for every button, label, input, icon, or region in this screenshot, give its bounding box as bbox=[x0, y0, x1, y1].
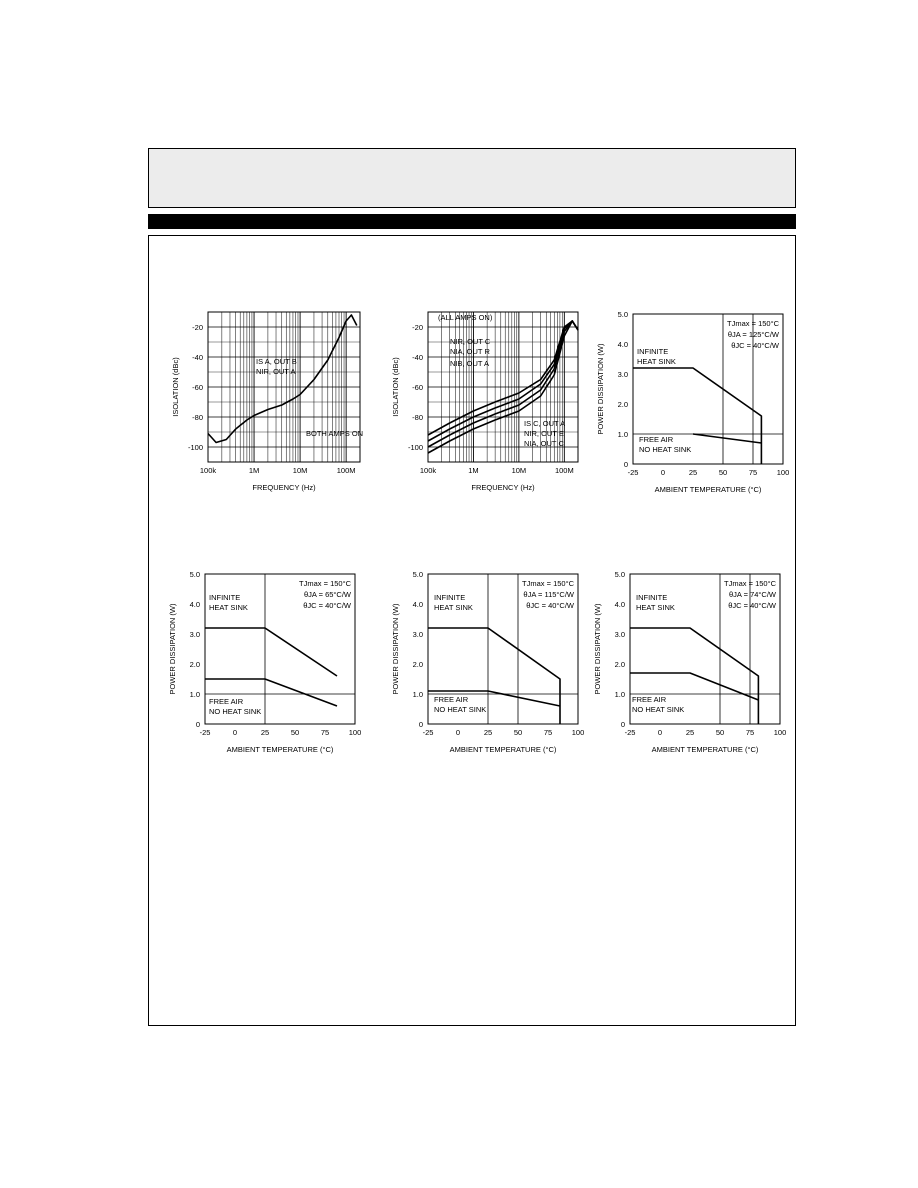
y-tick-label: 1.0 bbox=[614, 690, 625, 699]
x-tick-label: 50 bbox=[718, 468, 728, 477]
param-text: θJC = 40°C/W bbox=[303, 601, 351, 610]
x-tick-label: 100k bbox=[199, 466, 217, 475]
annotation-text: NO HEAT SINK bbox=[209, 707, 262, 716]
annotation-text: FREE AIR bbox=[209, 697, 244, 706]
param-text: TJmax = 150°C bbox=[724, 579, 776, 588]
annotation-text: IS A, OUT B bbox=[256, 357, 297, 366]
x-tick-label: 100k bbox=[419, 466, 437, 475]
annotation-text: (ALL AMPS ON) bbox=[438, 313, 493, 322]
x-tick-label: -25 bbox=[422, 728, 434, 737]
isolation-chart-2 bbox=[370, 300, 600, 510]
x-tick-label: 0 bbox=[657, 728, 663, 737]
x-axis-label: FREQUENCY (Hz) bbox=[252, 483, 316, 492]
y-tick-label: -100 bbox=[187, 443, 203, 452]
x-tick-label: 75 bbox=[543, 728, 553, 737]
series-line-1 bbox=[205, 628, 337, 676]
x-tick-label: 100 bbox=[571, 728, 585, 737]
y-tick-label: 0 bbox=[418, 720, 423, 729]
y-tick-label: 0 bbox=[195, 720, 200, 729]
x-tick-label: 75 bbox=[748, 468, 758, 477]
y-tick-label: -20 bbox=[412, 323, 423, 332]
param-text: θJC = 40°C/W bbox=[526, 601, 574, 610]
header-box bbox=[148, 148, 796, 208]
annotation-text: NO HEAT SINK bbox=[639, 445, 692, 454]
annotation-text: INFINITE bbox=[209, 593, 241, 602]
x-tick-label: 0 bbox=[660, 468, 666, 477]
y-tick-label: 4.0 bbox=[617, 340, 628, 349]
y-tick-label: -80 bbox=[412, 413, 423, 422]
annotation-text: NIR, OUT A bbox=[256, 367, 296, 376]
x-tick-label: 100 bbox=[348, 728, 362, 737]
power-dissipation-chart-1 bbox=[585, 300, 800, 510]
y-tick-label: 4.0 bbox=[412, 600, 423, 609]
x-tick-label: 75 bbox=[320, 728, 330, 737]
param-text: θJA = 115°C/W bbox=[523, 590, 574, 599]
y-tick-label: 2.0 bbox=[614, 660, 625, 669]
x-tick-label: 50 bbox=[290, 728, 300, 737]
y-tick-label: -40 bbox=[192, 353, 203, 362]
y-tick-label: 1.0 bbox=[412, 690, 423, 699]
annotation-text: NIR, OUT C bbox=[450, 337, 491, 346]
x-axis-label: AMBIENT TEMPERATURE (°C) bbox=[226, 745, 334, 754]
y-tick-label: 3.0 bbox=[189, 630, 200, 639]
param-text: θJA = 74°C/W bbox=[729, 590, 776, 599]
x-tick-label: 100M bbox=[336, 466, 356, 475]
y-tick-label: -20 bbox=[192, 323, 203, 332]
x-tick-label: 25 bbox=[685, 728, 695, 737]
x-tick-label: 0 bbox=[455, 728, 461, 737]
power-dissipation-chart-2 bbox=[150, 560, 380, 770]
annotation-text: HEAT SINK bbox=[636, 603, 675, 612]
annotation-text: HEAT SINK bbox=[434, 603, 473, 612]
param-text: θJC = 40°C/W bbox=[731, 341, 779, 350]
y-axis-label: POWER DISSIPATION (W) bbox=[168, 603, 177, 695]
x-axis-label: AMBIENT TEMPERATURE (°C) bbox=[449, 745, 557, 754]
annotation-text: FREE AIR bbox=[434, 695, 469, 704]
param-text: θJA = 125°C/W bbox=[727, 330, 779, 339]
y-tick-label: 2.0 bbox=[189, 660, 200, 669]
param-text: TJmax = 150°C bbox=[299, 579, 351, 588]
x-tick-label: 50 bbox=[715, 728, 725, 737]
y-tick-label: 0 bbox=[623, 460, 628, 469]
series-line-1 bbox=[208, 315, 357, 443]
x-tick-label: 75 bbox=[745, 728, 755, 737]
x-tick-label: 25 bbox=[483, 728, 493, 737]
annotation-text: IS C, OUT A bbox=[524, 419, 566, 428]
x-tick-label: 1M bbox=[468, 466, 479, 475]
annotation-text: HEAT SINK bbox=[209, 603, 248, 612]
annotation-text: FREE AIR bbox=[632, 695, 667, 704]
y-tick-label: 3.0 bbox=[614, 630, 625, 639]
annotation-text: NIB, OUT A bbox=[450, 359, 490, 368]
x-axis-label: AMBIENT TEMPERATURE (°C) bbox=[651, 745, 759, 754]
isolation-chart-1 bbox=[150, 300, 380, 510]
annotation-text: INFINITE bbox=[434, 593, 466, 602]
x-axis-label: FREQUENCY (Hz) bbox=[471, 483, 535, 492]
annotation-text: NO HEAT SINK bbox=[434, 705, 487, 714]
section-bar bbox=[148, 214, 796, 229]
x-tick-label: 25 bbox=[688, 468, 698, 477]
y-axis-label: POWER DISSIPATION (W) bbox=[593, 603, 602, 695]
x-tick-label: 10M bbox=[292, 466, 308, 475]
y-axis-label: POWER DISSIPATION (W) bbox=[391, 603, 400, 695]
annotation-text: BOTH AMPS ON bbox=[306, 429, 364, 438]
annotation-text: INFINITE bbox=[637, 347, 669, 356]
x-tick-label: -25 bbox=[627, 468, 639, 477]
y-tick-label: 4.0 bbox=[189, 600, 200, 609]
annotation-text: FREE AIR bbox=[639, 435, 674, 444]
annotation-text: NIA, OUT R bbox=[450, 347, 490, 356]
x-tick-label: 100M bbox=[554, 466, 574, 475]
x-tick-label: 10M bbox=[511, 466, 527, 475]
y-axis-label: ISOLATION (dBc) bbox=[391, 357, 400, 417]
x-tick-label: 0 bbox=[232, 728, 238, 737]
x-tick-label: -25 bbox=[624, 728, 636, 737]
x-tick-label: 100 bbox=[773, 728, 787, 737]
x-tick-label: 1M bbox=[248, 466, 260, 475]
y-tick-label: 5.0 bbox=[614, 570, 625, 579]
x-tick-label: 50 bbox=[513, 728, 523, 737]
y-tick-label: 3.0 bbox=[412, 630, 423, 639]
param-text: θJC = 40°C/W bbox=[728, 601, 776, 610]
param-text: TJmax = 150°C bbox=[727, 319, 779, 328]
y-tick-label: 5.0 bbox=[617, 310, 628, 319]
y-tick-label: 5.0 bbox=[189, 570, 200, 579]
y-tick-label: -60 bbox=[192, 383, 203, 392]
series-line-2 bbox=[693, 434, 761, 443]
x-tick-label: 100 bbox=[776, 468, 790, 477]
y-axis-label: POWER DISSIPATION (W) bbox=[596, 343, 605, 435]
y-tick-label: 4.0 bbox=[614, 600, 625, 609]
y-tick-label: 2.0 bbox=[617, 400, 628, 409]
y-tick-label: -80 bbox=[192, 413, 203, 422]
annotation-text: NO HEAT SINK bbox=[632, 705, 685, 714]
annotation-text: NIA, OUT C bbox=[524, 439, 564, 448]
param-text: TJmax = 150°C bbox=[522, 579, 574, 588]
y-tick-label: 1.0 bbox=[617, 430, 628, 439]
x-axis-label: AMBIENT TEMPERATURE (°C) bbox=[654, 485, 762, 494]
power-dissipation-chart-4 bbox=[585, 560, 800, 770]
y-tick-label: -40 bbox=[412, 353, 423, 362]
annotation-text: INFINITE bbox=[636, 593, 668, 602]
param-text: θJA = 65°C/W bbox=[304, 590, 351, 599]
y-tick-label: 5.0 bbox=[412, 570, 423, 579]
y-tick-label: -60 bbox=[412, 383, 423, 392]
x-tick-label: -25 bbox=[199, 728, 211, 737]
y-tick-label: 0 bbox=[620, 720, 625, 729]
annotation-text: HEAT SINK bbox=[637, 357, 676, 366]
power-dissipation-chart-3 bbox=[370, 560, 600, 770]
y-tick-label: 2.0 bbox=[412, 660, 423, 669]
x-tick-label: 25 bbox=[260, 728, 270, 737]
y-axis-label: ISOLATION (dBc) bbox=[171, 357, 180, 417]
y-tick-label: 3.0 bbox=[617, 370, 628, 379]
y-tick-label: -100 bbox=[407, 443, 423, 452]
y-tick-label: 1.0 bbox=[189, 690, 200, 699]
annotation-text: NIR, OUT E bbox=[524, 429, 564, 438]
